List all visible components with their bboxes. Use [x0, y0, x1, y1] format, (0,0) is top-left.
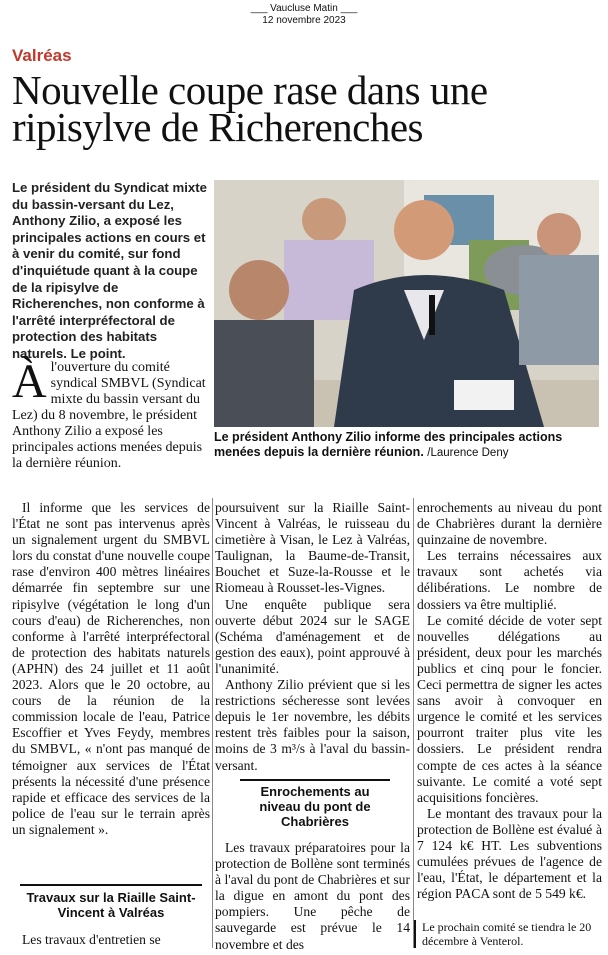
- body-paragraph: Les travaux d'entretien se: [22, 932, 161, 947]
- body-paragraph: poursuivent sur la Riaille Saint-Vincent à Valréas, le ruisseau du cimetière à Visan, le Lez à Valréas, Taulignan, la Baume-de-Transit, Bouchet et Suze-la-Rousse et le Riomeau à Rousset-les-Vignes.: [215, 500, 410, 596]
- masthead: [0, 3, 608, 27]
- meeting-photo-illustration: [214, 180, 599, 427]
- intro-text: l'ouverture du comité syndical SMBVL (Syndicat mixte du bassin versant du Lez) du 8 novembre, le président Anthony Zilio a exposé les principales actions menées depuis la dernière réunion.: [12, 360, 206, 471]
- section-label: Valréas: [12, 46, 72, 65]
- lead-paragraph: Le président du Syndicat mixte du bassin-versant du Lez, Anthony Zilio, a exposé les principales actions en cours et à venir du comité, sur fond d'inquiétude quant à la coupe de la ripisylve de Richerenches, non conforme à l'arrêté interpréfectoral de protection des habitats naturels. Le point.: [12, 180, 207, 361]
- body-paragraph-continued: [12, 932, 210, 948]
- column-1: [12, 500, 210, 838]
- body-paragraph: Le comité décide de voter sept nouvelles délégations au président, deux pour les marchés publics et cinq pour le foncier. Ceci permettra de signer les actes sans avoir à convoquer en urgence le comité et les services pourront traiter plus vite les dossiers. Le président rendra compte de ces actes à la séance suivante. Le comité a voté sept acquisitions foncières.: [417, 612, 602, 805]
- column-3: [417, 500, 602, 902]
- subheading-chabrieres: Enrochements au niveau du pont de Chabrières: [240, 779, 390, 829]
- intro-paragraph: [12, 355, 208, 472]
- photo-credit: /Laurence Deny: [427, 447, 509, 459]
- body-paragraph: Les travaux préparatoires pour la protection de Bollène sont terminés à l'aval du pont de Chabrières et sur la digue en amont du pont des pompiers. Une pêche de sauvegarde est prévue le 14 novembre et des: [215, 840, 410, 952]
- body-paragraph: Les terrains nécessaires aux travaux sont achetés via délibérations. Le nombre de dossiers va être multiplié.: [417, 548, 602, 612]
- column-2: [215, 500, 410, 774]
- column-2-lower: [215, 840, 410, 953]
- newspaper-name: ___ Vaucluse Matin ___: [0, 3, 608, 15]
- publication-date: 12 novembre 2023: [262, 15, 346, 26]
- column-divider: [212, 498, 213, 948]
- meeting-photo: [214, 180, 599, 427]
- caption-text: Le président Anthony Zilio informe des principales actions menées depuis la dernière réunion.: [214, 430, 563, 459]
- subheading-riaille: Travaux sur la Riaille Saint-Vincent à Valréas: [20, 884, 202, 920]
- body-paragraph: Une enquête publique sera ouverte début 2024 sur le SAGE (Schéma d'aménagement et de gestion des eaux), point approuvé à l'unanimité.: [215, 596, 410, 676]
- next-meeting-note: Le prochain comité se tiendra le 20 décembre à Venterol.: [414, 920, 608, 948]
- headline: Nouvelle coupe rase dans une ripisylve de Richerenches: [12, 67, 488, 150]
- photo-caption: [214, 430, 604, 461]
- body-paragraph: Il informe que les services de l'État ne sont pas intervenus après un signalement urgent du SMBVL lors du constat d'une nouvelle coupe rase d'environ 400 mètres linéaires démarrée fin septembre sur une ripisylve (végétation le long d'un cours d'eau) de Richerenches, non conforme à l'arrêté interpréfectoral de protection des habitats naturels (APHN) des 24 juillet et 11 août 2023. Alors que le 20 octobre, au cours de la réunion de la commission locale de l'eau, Patrice Escoffier et Yves Feydy, membres du SMBVL, « n'ont pas manqué de témoigner aux services de l'État présents la nécessité d'une présence rapide et efficace des services de la police de l'eau sur le terrain après un signalement ».: [12, 500, 210, 837]
- body-paragraph: enrochements au niveau du pont de Chabrières durant la dernière quinzaine de novembre.: [417, 500, 602, 548]
- body-paragraph: Anthony Zilio prévient que si les restrictions sécheresse sont levées depuis le 1er novembre, les débits restent très faibles pour la saison, moins de 3 m³/s à l'aval du bassin-versant.: [215, 677, 410, 773]
- drop-cap: À: [12, 355, 47, 408]
- body-paragraph: Le montant des travaux pour la protection de Bollène est évalué à 7 124 k€ HT. Les subventions cumulées prévues de l'agence de l'eau, l'État, le département et la région PACA sont de 5 549 k€.: [417, 805, 602, 902]
- column-divider: [413, 498, 414, 948]
